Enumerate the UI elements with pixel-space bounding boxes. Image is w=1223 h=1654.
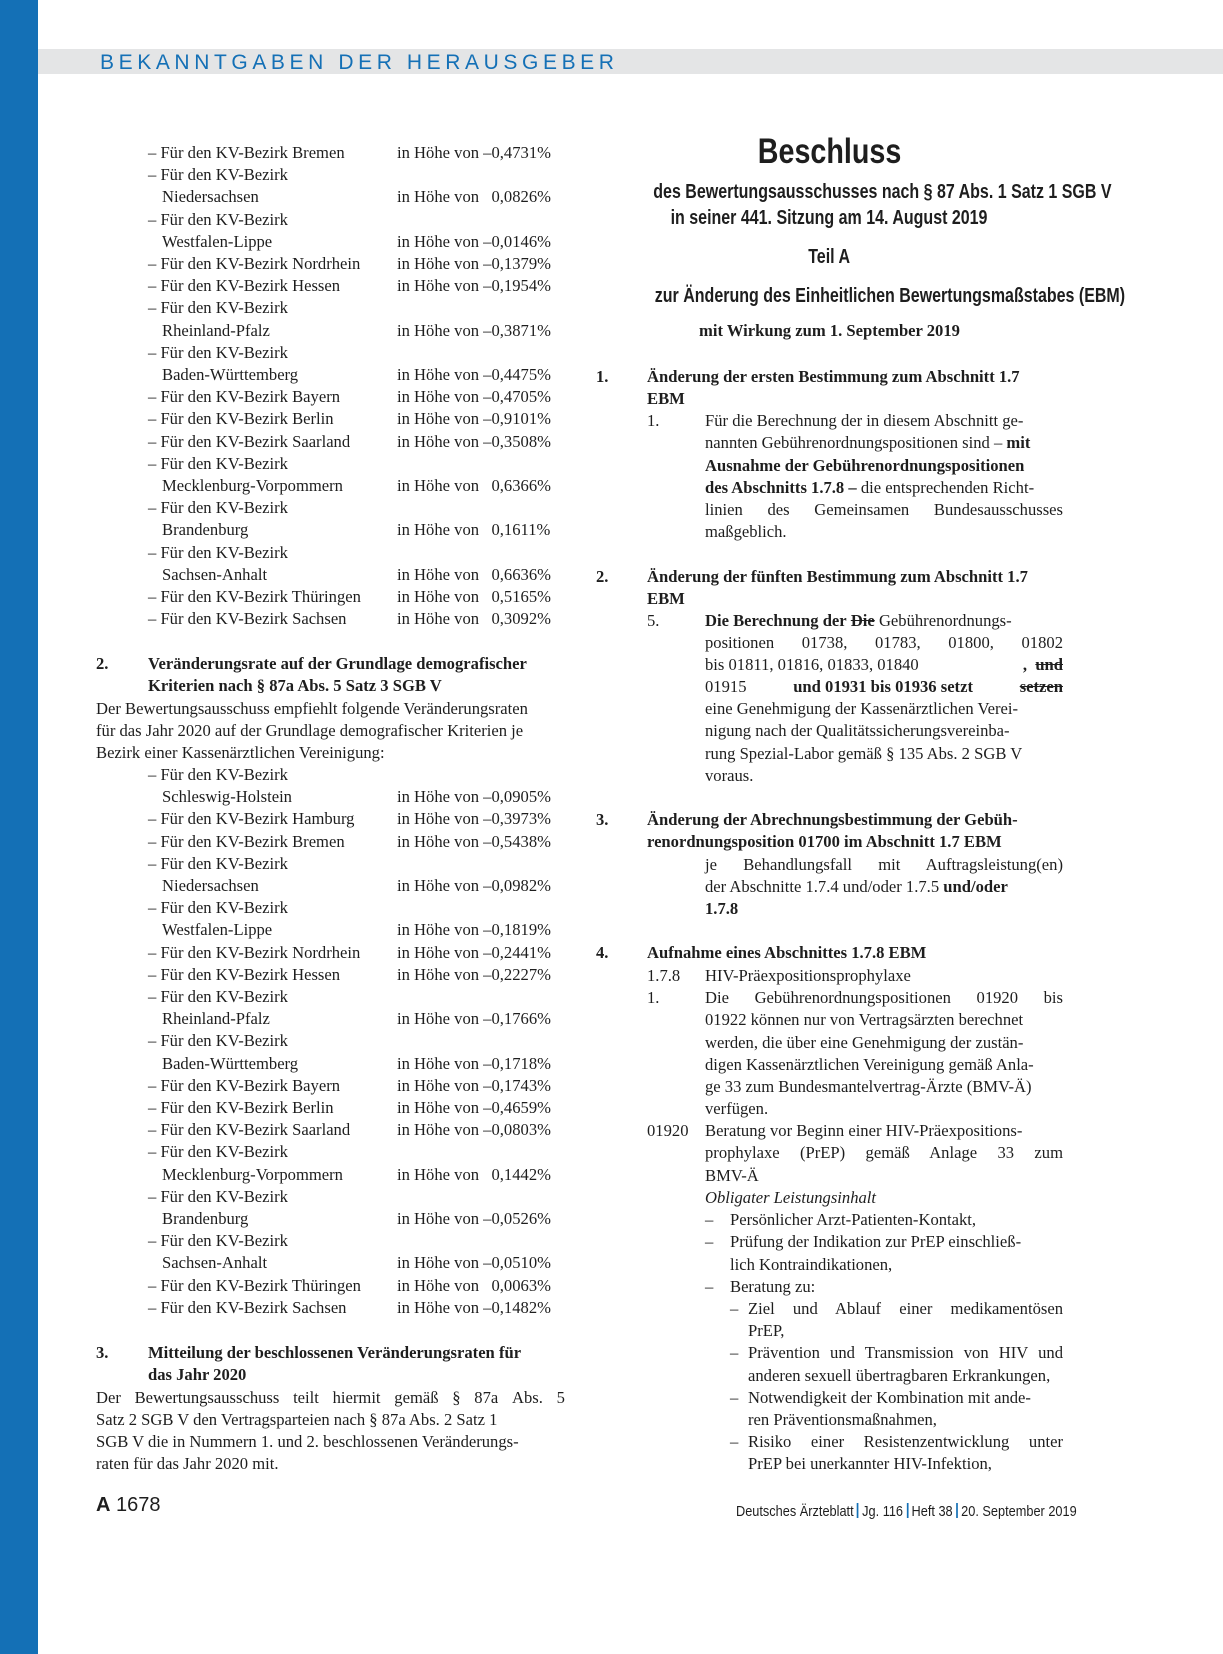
- kv-bezirk-label: – Für den KV-Bezirk: [148, 765, 288, 784]
- kv-rate-value: in Höhe von –0,9101%: [397, 409, 551, 429]
- r-sec2-line3-tail: [1023, 653, 1063, 676]
- r-sec1-line3: Ausnahme der Gebührenordnungspositionen: [705, 456, 1025, 475]
- bullet-2-line1: Prüfung der Indikation zur PrEP einschließ-: [730, 1232, 1022, 1251]
- sub-bullet-dash: –: [730, 1388, 739, 1407]
- r-sec2-line4-b: und 01931 bis 01936 setzt: [793, 677, 973, 696]
- kv-rate-value: in Höhe von –0,3508%: [397, 431, 551, 451]
- r-sec1-line4: [705, 476, 1034, 499]
- sec2-text-line3: Bezirk einer Kassenärztlichen Vereinigung:: [96, 743, 385, 762]
- r-sec1-line2: [705, 431, 1030, 454]
- r-sec2-line4-struck: setzen: [1019, 677, 1063, 696]
- sec3-word: Bewertungsausschuss: [134, 1388, 280, 1407]
- sub-bullet-4-line2: PrEP bei unerkannter HIV-Infektion,: [748, 1454, 992, 1473]
- kv-rate-value: in Höhe von –0,4659%: [397, 1098, 551, 1117]
- sub-bullet-3-line2: ren Präventionsmaßnahmen,: [748, 1410, 937, 1429]
- kv-bezirk-label: – Für den KV-Bezirk Bremen: [148, 143, 345, 162]
- bullet-3: Beratung zu:: [730, 1277, 816, 1296]
- r-sec4-title: Aufnahme eines Abschnittes 1.7.8 EBM: [647, 943, 927, 962]
- r-sec1-line6: maßgeblich.: [705, 522, 787, 541]
- r-sec4-p5: ge 33 zum Bundesmantelvertrag-Ärzte (BMV-Ä): [705, 1077, 1032, 1096]
- kv-rate-value: in Höhe von 0,6366%: [397, 476, 551, 495]
- sec3-word: §: [452, 1388, 461, 1407]
- kv-bezirk-label: – Für den KV-Bezirk Berlin: [148, 1098, 334, 1117]
- kv-rate-value: in Höhe von –0,2227%: [397, 964, 551, 984]
- kv-rate-value: in Höhe von 0,0826%: [397, 187, 551, 207]
- r-sec2-line2: positionen 01738, 01783, 01800, 01802: [705, 633, 1063, 652]
- sec2-text-line2: für das Jahr 2020 auf der Grundlage demografischer Kriterien je: [96, 721, 524, 740]
- kv-bezirk-name: Baden-Württemberg: [162, 365, 299, 384]
- kv-rate-value: in Höhe von –0,4475%: [397, 365, 551, 384]
- sec2-title-line1: Veränderungsrate auf der Grundlage demografischer: [148, 654, 527, 673]
- bullet-1: Persönlicher Arzt-Patienten-Kontakt,: [730, 1210, 977, 1229]
- sec3-word: teilt: [293, 1388, 319, 1407]
- kv-rate-value: in Höhe von 0,5165%: [397, 587, 551, 606]
- kv-bezirk-label: – Für den KV-Bezirk Bayern: [148, 387, 341, 407]
- kv-rate-value: in Höhe von –0,0803%: [397, 1120, 551, 1140]
- kv-bezirk-label: – Für den KV-Bezirk: [148, 1231, 288, 1251]
- kv-bezirk-name: Baden-Württemberg: [162, 1053, 299, 1073]
- beschluss-title-wrap: [596, 132, 1063, 178]
- kv-bezirk-name: Mecklenburg-Vorpommern: [162, 1164, 343, 1184]
- r-sec2-line4-a: 01915: [705, 677, 747, 696]
- kv-bezirk-name: Mecklenburg-Vorpommern: [162, 476, 343, 495]
- r-sec4-sub-title: HIV-Präexpositionsprophylaxe: [705, 966, 911, 985]
- kv-rate-value: in Höhe von –0,4731%: [397, 143, 551, 162]
- kv-rate-value: in Höhe von 0,0063%: [397, 1275, 551, 1295]
- r-sec3-line3: 1.7.8: [705, 899, 739, 918]
- page-number: [96, 1494, 161, 1517]
- sub-bullet-1-line2: PrEP,: [748, 1321, 785, 1340]
- sec3-word: 87a: [474, 1388, 499, 1407]
- journal-name: Deutsches Ärzteblatt: [736, 1503, 854, 1520]
- footer-separator: [857, 1503, 859, 1518]
- kv-rate-value: in Höhe von –0,2441%: [397, 942, 551, 962]
- r-sec4-p3: werden, die über eine Genehmigung der zustän-: [705, 1033, 1024, 1052]
- kv-bezirk-label: – Für den KV-Bezirk Hamburg: [148, 809, 355, 829]
- kv-bezirk-label: – Für den KV-Bezirk: [148, 298, 288, 318]
- teil-heading-wrap: [596, 246, 1063, 269]
- kv-bezirk-name: Sachsen-Anhalt: [162, 564, 268, 584]
- r-sec2-line7: rung Spezial-Labor gemäß § 135 Abs. 2 SGB V: [705, 744, 1023, 763]
- r-sec1-line4-b: die entsprechenden Richt-: [860, 478, 1035, 497]
- r-sec4-p4: digen Kassenärztlichen Vereinigung gemäß Anla-: [705, 1055, 1034, 1074]
- gop-number: 01920: [647, 1121, 689, 1140]
- r-sec3-number: 3.: [596, 810, 609, 829]
- aenderung-heading-wrap: [596, 285, 1126, 308]
- sub-bullet-dash: –: [730, 1343, 739, 1362]
- r-sec1-title-line1: Änderung der ersten Bestimmung zum Abschnitt 1.7: [647, 367, 1020, 386]
- kv-bezirk-name: Brandenburg: [162, 520, 249, 540]
- sec3-text-line1: [96, 1386, 565, 1409]
- teil-heading: Teil A: [808, 246, 851, 268]
- r-sec2-line3-comma: ,: [1022, 655, 1028, 674]
- kv-bezirk-label: – Für den KV-Bezirk Saarland: [148, 431, 351, 451]
- kv-bezirk-label: – Für den KV-Bezirk Saarland: [148, 1120, 351, 1140]
- obligater-leistungsinhalt: Obligater Leistungsinhalt: [705, 1188, 877, 1207]
- r-sec3-title-line2: renordnungsposition 01700 im Abschnitt 1.7 EBM: [647, 832, 1002, 851]
- r-sec2-line6: nigung nach der Qualitätssicherungsvereinba-: [705, 721, 1010, 740]
- r-sec2-line1-struck: Die: [850, 611, 875, 630]
- r-sec1-item-number: 1.: [647, 411, 660, 430]
- kv-bezirk-name: Niedersachsen: [162, 876, 259, 895]
- r-sec1-number: 1.: [596, 367, 609, 386]
- sec3-word: 5: [556, 1388, 565, 1407]
- kv-bezirk-name: Rheinland-Pfalz: [162, 320, 270, 340]
- kv-rate-value: in Höhe von –0,3973%: [397, 809, 551, 829]
- beschluss-subtitle-line2-wrap: [596, 207, 1063, 230]
- beschluss-subtitle-line1-wrap: [596, 181, 1112, 204]
- kv-rate-value: in Höhe von –0,5438%: [397, 831, 551, 851]
- r-sec2-line1: [705, 609, 1012, 632]
- footer-separator: [956, 1503, 958, 1518]
- kv-bezirk-label: – Für den KV-Bezirk Nordrhein: [148, 942, 361, 962]
- r-sec2-title-line2: EBM: [647, 589, 685, 608]
- r-sec2-item-number: 5.: [647, 611, 660, 630]
- bullet-dash: –: [705, 1277, 714, 1296]
- beschluss-title: Beschluss: [757, 132, 902, 171]
- gop-line2: prophylaxe (PrEP) gemäß Anlage 33 zum: [705, 1143, 1063, 1162]
- r-sec1-line5: linien des Gemeinsamen Bundesausschusses: [705, 500, 1063, 519]
- bullet-2-line2: lich Kontraindikationen,: [730, 1255, 893, 1274]
- sub-bullet-3-line1: Notwendigkeit der Kombination mit ande-: [748, 1388, 1031, 1407]
- kv-bezirk-name: Niedersachsen: [162, 187, 259, 207]
- sec2-number: 2.: [96, 654, 109, 673]
- kv-bezirk-name: Schleswig-Holstein: [162, 787, 292, 807]
- sub-bullet-1-line1: Ziel und Ablauf einer medikamentösen: [748, 1299, 1063, 1318]
- kv-rate-value: in Höhe von –0,1718%: [397, 1053, 551, 1073]
- kv-rate-value: in Höhe von –0,1743%: [397, 1075, 551, 1095]
- kv-bezirk-label: – Für den KV-Bezirk Bayern: [148, 1075, 341, 1095]
- sidebar-accent-bar: [0, 0, 38, 1654]
- sub-bullet-4-line1: Risiko einer Resistenzentwicklung unter: [748, 1432, 1063, 1451]
- r-sec2-line1-a: Die Berechnung der: [705, 611, 847, 630]
- r-sec2-line4: [705, 675, 1063, 698]
- sub-bullet-2-line2: anderen sexuell übertragbaren Erkrankungen,: [748, 1366, 1051, 1385]
- bullet-dash: –: [705, 1210, 714, 1229]
- beschluss-subtitle-line1: des Bewertungsausschusses nach § 87 Abs. 1 Satz 1 SGB V: [653, 181, 1112, 203]
- kv-rate-value: in Höhe von –0,1819%: [397, 920, 551, 940]
- kv-bezirk-label: – Für den KV-Bezirk Berlin: [148, 409, 334, 429]
- journal-date: 20. September 2019: [961, 1503, 1077, 1520]
- bullet-dash: –: [705, 1232, 714, 1251]
- r-sec2-line5: eine Genehmigung der Kassenärztlichen Verei-: [705, 699, 1019, 718]
- r-sec1-title-line2: EBM: [647, 389, 685, 408]
- kv-bezirk-label: – Für den KV-Bezirk: [148, 1186, 288, 1206]
- aenderung-heading: zur Änderung des Einheitlichen Bewertungsmaßstabes (EBM): [654, 285, 1126, 307]
- kv-bezirk-label: – Für den KV-Bezirk Thüringen: [148, 1275, 361, 1295]
- journal-footer: [736, 1500, 1077, 1523]
- r-sec3-line2-a: der Abschnitte 1.7.4 und/oder 1.7.5: [705, 877, 940, 896]
- sub-bullet-dash: –: [730, 1299, 739, 1318]
- kv-bezirk-label: – Für den KV-Bezirk Thüringen: [148, 587, 361, 606]
- sec3-word: Abs.: [511, 1388, 543, 1407]
- wirkung-line: mit Wirkung zum 1. September 2019: [699, 321, 960, 340]
- sec2-text-line1: Der Bewertungsausschuss empfiehlt folgende Veränderungsraten: [96, 699, 528, 718]
- footer-separator: [906, 1503, 908, 1518]
- kv-rate-value: in Höhe von –0,1766%: [397, 1009, 551, 1029]
- gop-line1: Beratung vor Beginn einer HIV-Präexpositions-: [705, 1121, 1023, 1140]
- r-sec1-line2-a: nannten Gebührenordnungspositionen sind –: [705, 433, 1003, 452]
- r-sec4-p6: verfügen.: [705, 1099, 769, 1118]
- page-num: 1678: [116, 1494, 161, 1516]
- r-sec2-line1-c: Gebührenordnungs-: [878, 611, 1012, 630]
- kv-bezirk-label: – Für den KV-Bezirk: [148, 987, 288, 1006]
- sec2-title-line2: Kriterien nach § 87a Abs. 5 Satz 3 SGB V: [148, 676, 442, 695]
- kv-rate-value: in Höhe von –0,4705%: [397, 387, 551, 407]
- kv-bezirk-label: – Für den KV-Bezirk: [148, 498, 288, 518]
- kv-bezirk-name: Westfalen-Lippe: [162, 920, 273, 940]
- kv-bezirk-label: – Für den KV-Bezirk: [148, 453, 288, 473]
- r-sec2-title-line1: Änderung der fünften Bestimmung zum Abschnitt 1.7: [647, 567, 1028, 586]
- sec3-text-line4: raten für das Jahr 2020 mit.: [96, 1454, 279, 1473]
- gop-line3: BMV-Ä: [705, 1166, 759, 1185]
- r-sec1-line4-a: des Abschnitts 1.7.8 –: [705, 478, 857, 497]
- kv-rate-value: in Höhe von –0,0982%: [397, 876, 551, 895]
- r-sec1-line1: Für die Berechnung der in diesem Abschnitt ge-: [705, 411, 1024, 430]
- r-sec2-number: 2.: [596, 567, 609, 586]
- r-sec4-p1: Die Gebührenordnungspositionen 01920 bis: [705, 988, 1063, 1007]
- sec3-word: Der: [96, 1388, 121, 1407]
- kv-rate-value: in Höhe von –0,1954%: [397, 276, 551, 296]
- kv-bezirk-label: – Für den KV-Bezirk Bremen: [148, 831, 345, 851]
- r-sec1-line2-b: mit: [1006, 433, 1031, 452]
- kv-rate-value: in Höhe von –0,0510%: [397, 1253, 551, 1273]
- r-sec2-line3: [705, 653, 1063, 676]
- r-sec3-line1: je Behandlungsfall mit Auftragsleistung(en): [705, 855, 1063, 874]
- r-sec2-line3-struck: und: [1035, 655, 1063, 674]
- kv-bezirk-label: – Für den KV-Bezirk: [148, 209, 288, 229]
- kv-bezirk-label: – Für den KV-Bezirk Hessen: [148, 964, 341, 984]
- r-sec3-title-line1: Änderung der Abrechnungsbestimmung der Gebüh-: [647, 810, 1018, 829]
- sec3-number: 3.: [96, 1343, 109, 1362]
- kv-bezirk-label: – Für den KV-Bezirk: [148, 1031, 288, 1051]
- r-sec4-item-number: 1.: [647, 988, 660, 1007]
- kv-bezirk-label: – Für den KV-Bezirk: [148, 542, 288, 562]
- section-title: BEKANNTGABEN DER HERAUSGEBER: [100, 51, 619, 74]
- r-sec4-p2: 01922 können nur von Vertragsärzten berechnet: [705, 1010, 1024, 1029]
- page-prefix: A: [96, 1494, 111, 1516]
- kv-bezirk-label: – Für den KV-Bezirk: [148, 342, 288, 362]
- sec3-word: gemäß: [394, 1388, 439, 1407]
- kv-bezirk-label: – Für den KV-Bezirk Hessen: [148, 276, 341, 296]
- sub-bullet-2-line1: Prävention und Transmission von HIV und: [748, 1343, 1063, 1362]
- kv-rate-value: in Höhe von –0,3871%: [397, 320, 551, 340]
- kv-bezirk-name: Brandenburg: [162, 1209, 249, 1228]
- r-sec4-sub-number: 1.7.8: [647, 966, 681, 985]
- kv-bezirk-name: Westfalen-Lippe: [162, 231, 273, 251]
- sec3-text-line3: SGB V die in Nummern 1. und 2. beschlossenen Veränderungs-: [96, 1432, 519, 1451]
- kv-bezirk-name: Sachsen-Anhalt: [162, 1253, 268, 1273]
- sec3-title-line2: das Jahr 2020: [148, 1365, 247, 1384]
- kv-rate-value: in Höhe von 0,3092%: [397, 609, 551, 629]
- kv-rate-value: in Höhe von –0,1379%: [397, 254, 551, 273]
- kv-bezirk-label: – Für den KV-Bezirk: [148, 1142, 288, 1162]
- sec3-text-line2: Satz 2 SGB V den Vertragsparteien nach § 87a Abs. 2 Satz 1: [96, 1410, 498, 1429]
- kv-bezirk-label: – Für den KV-Bezirk: [148, 853, 288, 873]
- sec3-title-line1: Mitteilung der beschlossenen Veränderungsraten für: [148, 1343, 522, 1362]
- r-sec3-line2: [705, 875, 1008, 898]
- sub-bullet-dash: –: [730, 1432, 739, 1451]
- kv-rate-value: in Höhe von –0,0526%: [397, 1209, 551, 1228]
- kv-rate-value: in Höhe von –0,0146%: [397, 231, 551, 251]
- kv-rate-value: in Höhe von 0,1442%: [397, 1164, 551, 1184]
- r-sec3-line2-b: und/oder: [943, 877, 1008, 896]
- kv-rate-value: in Höhe von –0,0905%: [397, 787, 551, 807]
- kv-bezirk-label: – Für den KV-Bezirk Nordrhein: [148, 254, 361, 273]
- kv-bezirk-label: – Für den KV-Bezirk Sachsen: [148, 609, 347, 629]
- r-sec2-line8: voraus.: [705, 766, 754, 785]
- kv-rate-value: in Höhe von 0,1611%: [397, 520, 551, 540]
- beschluss-subtitle-line2: in seiner 441. Sitzung am 14. August 2019: [671, 207, 988, 229]
- sec3-word: hiermit: [332, 1388, 381, 1407]
- r-sec2-line3-a: bis 01811, 01816, 01833, 01840: [705, 655, 919, 674]
- kv-rate-value: in Höhe von 0,6636%: [397, 564, 551, 584]
- kv-bezirk-label: – Für den KV-Bezirk: [148, 898, 288, 918]
- kv-bezirk-label: – Für den KV-Bezirk Sachsen: [148, 1297, 347, 1317]
- r-sec4-number: 4.: [596, 943, 609, 962]
- kv-rate-value: in Höhe von –0,1482%: [397, 1297, 551, 1317]
- kv-bezirk-name: Rheinland-Pfalz: [162, 1009, 270, 1029]
- journal-volume: Jg. 116: [862, 1503, 904, 1520]
- journal-issue: Heft 38: [911, 1503, 953, 1520]
- kv-bezirk-label: – Für den KV-Bezirk: [148, 165, 288, 185]
- section-header: [38, 49, 1223, 74]
